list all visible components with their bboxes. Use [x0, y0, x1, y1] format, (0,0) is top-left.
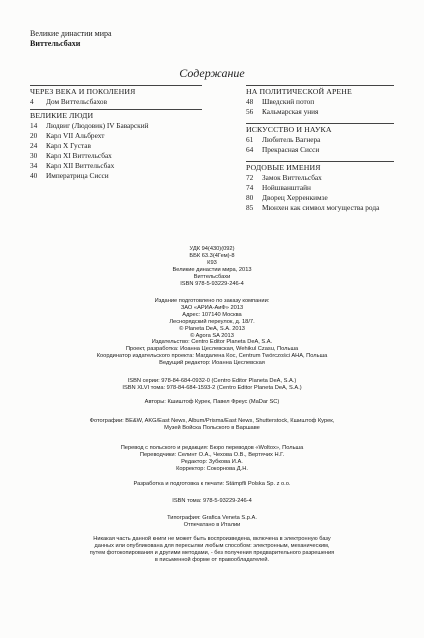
toc-entry-title: Мюнхен как символ могущества рода [262, 203, 380, 212]
divider [246, 161, 394, 162]
imprint-line: © Planeta DeA, S.A. 2013 [179, 325, 245, 332]
imprint-line: Координатор издательского проекта: Магдалена Кос, Centrum Twórczości AHA, Польша [96, 353, 328, 360]
toc-entry [246, 135, 320, 144]
toc-entry-page: 56 [246, 107, 254, 116]
toc-entry-title: Карл XI Виттельсбах [46, 151, 112, 160]
toc-entry [246, 183, 311, 192]
imprint-line: Корректор: Сокорнова Д.Н. [176, 465, 248, 472]
series-header [30, 29, 112, 49]
divider [30, 85, 202, 86]
imprint-line: Проект, разработка: Иоанна Цеслевская, Wehikul Czasu, Польша [125, 346, 299, 353]
toc-section-heading: ЧЕРЕЗ ВЕКА И ПОКОЛЕНИЯ [30, 87, 136, 96]
imprint-line: Разработка и подготовка к печати: Stämpfli Polska Sp. z o.o. [133, 481, 291, 487]
toc-section-heading: ИСКУССТВО И НАУКА [246, 125, 332, 134]
toc-entry [30, 171, 109, 180]
toc-entry-page: 34 [30, 161, 38, 170]
toc-entry-title: Карл VII Альбрехт [46, 131, 105, 140]
toc-entry-page: 72 [246, 173, 254, 182]
toc-section-heading: ВЕЛИКИЕ ЛЮДИ [30, 111, 94, 120]
toc-entry [30, 131, 104, 140]
imprint-line: Адрес: 107140 Москва [182, 311, 242, 318]
divider [246, 123, 394, 124]
imprint-publisher [0, 298, 424, 367]
toc-entry [30, 161, 114, 170]
toc-entry-page: 85 [246, 203, 254, 212]
imprint-photos [0, 418, 424, 432]
imprint-printer [0, 515, 424, 529]
toc-entry [30, 141, 91, 150]
toc-entry [30, 97, 107, 106]
imprint-line: Ведущий редактор: Иоанна Цеслевская [159, 360, 265, 367]
imprint-line: Переводчики: Селинт О.А., Чехова О.В., Вертячих Н.Г. [139, 451, 285, 458]
imprint-cataloging [0, 246, 424, 287]
divider [30, 109, 202, 110]
toc-entry-page: 30 [30, 151, 38, 160]
toc-entry [246, 97, 314, 106]
toc-entry-title: Любитель Вагнера [262, 135, 321, 144]
toc-entry-page: 80 [246, 193, 254, 202]
imprint-line: ББК 63.3(4Гем)-8 [189, 252, 235, 259]
toc-entry [246, 145, 319, 154]
imprint-line: ISBN 978-5-93229-246-4 [180, 280, 244, 287]
toc-entry-page: 74 [246, 183, 254, 192]
toc-entry-title: Замок Виттельсбах [262, 173, 322, 182]
imprint-line: Великие династии мира, 2013 [172, 266, 252, 273]
imprint-line: Музей Войска Польского в Варшаве [164, 424, 260, 431]
toc-entry-title: Дом Виттельсбахов [46, 97, 108, 106]
toc-entry-page: 61 [246, 135, 254, 144]
divider [246, 85, 394, 86]
toc-entry [246, 173, 322, 182]
toc-entry-title: Дворец Херренкимзе [262, 193, 328, 202]
imprint-line: Леснорядский переулок, д. 18/7. [169, 318, 255, 325]
imprint-line: К93 [207, 259, 217, 266]
series-name: Великие династии мира [30, 29, 112, 38]
toc-section-heading: РОДОВЫЕ ИМЕНИЯ [246, 163, 321, 172]
imprint-line: Фотографии: BE&W, AKG/East News, Album/Prisma/East News, Shutterstock, Кшиштоф Курек, [89, 418, 335, 424]
toc-entry-title: Карл X Густав [46, 141, 91, 150]
toc-entry-page: 20 [30, 131, 38, 140]
imprint-line: ЗАО «АРИА-АиФ» 2013 [180, 304, 244, 311]
copyright-notice [30, 536, 394, 564]
toc-entry [246, 107, 318, 116]
toc-entry-page: 4 [30, 97, 34, 106]
notice-line: данных или опубликована для пересылки любым способом: электронным, механическим, [94, 542, 330, 549]
toc-entry-title: Императрица Сисси [46, 171, 109, 180]
toc-entry-title: Нойшванштайн [262, 183, 311, 192]
toc-title: Содержание [179, 66, 245, 80]
imprint-line: Редактор: Зубкова И.А. [181, 458, 243, 465]
toc-entry [246, 193, 328, 202]
imprint-translation [0, 445, 424, 473]
toc-entry-page: 64 [246, 145, 254, 154]
notice-line: Никакая часть данной книги не может быть воспроизведена, включена в электронную базу [93, 536, 331, 542]
imprint-line: ISBN тома: 978-5-93229-246-4 [172, 498, 252, 504]
imprint-line: Перевод с польского и редакция: Бюро переводов «Woltox», Польша [120, 445, 304, 451]
imprint-line: ISBN XLVI тома: 978-84-684-1593-2 (Centro Editor Planeta DeA, S.A.) [122, 384, 302, 391]
notice-line: путем фотокопирования и другими методами, - без получения предварительного разрешения [89, 549, 335, 556]
toc-entry-page: 24 [30, 141, 38, 150]
toc-entry-page: 14 [30, 121, 38, 130]
imprint-line: Авторы: Кшиштоф Курек, Павел Фреус (MaDar SC) [144, 399, 280, 405]
imprint-isbn-volume [0, 498, 424, 505]
toc-entry-title: Людвиг (Людовик) IV Баварский [46, 121, 149, 130]
imprint-authors [0, 399, 424, 406]
imprint-line: Издание подготовлено по заказу компании: [154, 298, 270, 304]
toc-section-heading: НА ПОЛИТИЧЕСКОЙ АРЕНЕ [246, 87, 352, 96]
imprint-line: ISBN серии: 978-84-684-0932-0 (Centro Editor Planeta DeA, S.A.) [127, 378, 297, 384]
toc-entry-title: Карл XII Виттельсбах [46, 161, 115, 170]
toc-entry [30, 151, 112, 160]
volume-name: Виттельсбахи [30, 39, 81, 48]
toc-entry-title: Прекрасная Сисси [262, 145, 320, 154]
imprint-line: © Agora SA 2013 [190, 332, 234, 339]
imprint-line: УДК 94(430)(092) [189, 246, 235, 252]
imprint-prepress [0, 481, 424, 488]
toc-entry-page: 40 [30, 171, 38, 180]
toc-entry-page: 48 [246, 97, 254, 106]
toc-entry [30, 121, 149, 130]
toc-entry-title: Шведский потоп [262, 97, 315, 106]
toc-entry-title: Кальмарская уния [262, 107, 319, 116]
toc-entry [246, 203, 379, 212]
notice-line: в письменной форме от правообладателей. [154, 556, 270, 563]
imprint-line: Типография: Grafica Veneta S.p.A. [167, 515, 257, 521]
imprint-line: Издательство: Centro Editor Planeta DeA, S.A. [151, 339, 273, 346]
imprint-line: Отпечатано в Италии [183, 521, 241, 528]
imprint-isbn-series [0, 378, 424, 392]
imprint-line: Виттельсбахи [193, 273, 231, 280]
